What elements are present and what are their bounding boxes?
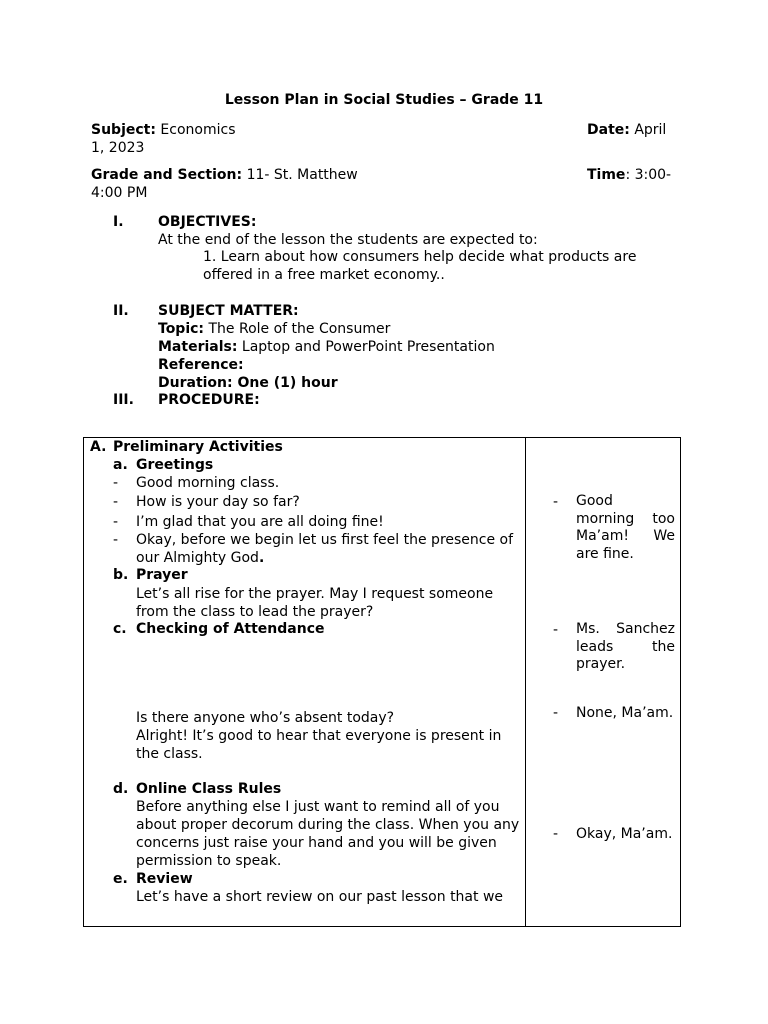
rules-title: Online Class Rules [136,781,282,797]
response-line: Ms. Sanchez [576,621,675,637]
date-label: Date: [587,122,630,138]
attendance-title: Checking of Attendance [136,621,325,637]
attendance-marker: c. [113,621,127,637]
subject-label: Subject: [91,122,156,138]
response-line: Ma’am! We [576,528,675,545]
response-line: are fine. [576,545,634,562]
grade-section-field [91,166,358,184]
greeting-line: I’m glad that you are all doing fine! [136,514,384,530]
response-prayer [576,621,675,674]
rules-line4: permission to speak. [136,853,282,869]
materials-label: Materials: [158,339,238,355]
date-value-continued: 1, 2023 [91,140,145,156]
review-title: Review [136,871,193,887]
rules-line2: about proper decorum during the class. When you any [136,817,520,833]
review-marker: e. [113,871,128,887]
topic-field [158,320,390,338]
rules-marker: d. [113,781,129,797]
bullet-dash: - [113,475,119,491]
date-value: April [634,122,667,138]
response-line: leads the [576,638,675,655]
prayer-line2: from the class to lead the prayer? [136,604,374,620]
subject-matter-heading: SUBJECT MATTER: [158,303,299,319]
page-title: Lesson Plan in Social Studies – Grade 11 [224,92,544,108]
section-a-marker: A. [90,439,107,455]
response-line: prayer. [576,656,626,673]
objectives-numeral: I. [113,214,124,230]
objective-item-line1: 1. Learn about how consumers help decide what products are [203,249,637,265]
objective-item-line2: offered in a free market economy.. [203,267,445,283]
response-dash: - [553,494,559,510]
time-value: : 3:00- [625,167,672,183]
response-dash: - [553,705,559,721]
prayer-title: Prayer [136,567,188,583]
attendance-line1: Is there anyone who’s absent today? [136,710,395,726]
time-field [587,166,671,184]
attendance-line2: Alright! It’s good to hear that everyone is present in [136,728,502,744]
bullet-dash: - [113,494,119,510]
procedure-numeral: III. [113,392,134,408]
table-column-divider [525,437,526,927]
greetings-marker: a. [113,457,128,473]
review-line1: Let’s have a short review on our past lesson that we [136,889,504,905]
rules-line3: concerns just raise your hand and you will be given [136,835,497,851]
attendance-line3: the class. [136,746,203,762]
rules-line1: Before anything else I just want to remind all of you [136,799,500,815]
objectives-heading: OBJECTIVES: [158,214,257,230]
greeting-line-continued [136,549,264,567]
bullet-dash: - [113,514,119,530]
materials-field [158,338,495,356]
prayer-line1: Let’s all rise for the prayer. May I request someone [136,586,494,602]
response-attendance: None, Ma’am. [576,705,674,721]
response-line: morning too [576,510,675,527]
greetings-title: Greetings [136,457,214,473]
greeting-line-text: our Almighty God [136,550,259,566]
greeting-line: How is your day so far? [136,494,300,510]
section-a-title: Preliminary Activities [113,439,283,455]
date-field [587,121,666,139]
procedure-heading: PROCEDURE: [158,392,260,408]
greeting-line: Okay, before we begin let us first feel the presence of [136,532,514,548]
topic-value: The Role of the Consumer [208,321,391,337]
response-line: Good [576,493,613,509]
grade-section-label: Grade and Section: [91,167,243,183]
objectives-intro: At the end of the lesson the students are expected to: [158,232,538,248]
greeting-period: . [258,550,265,566]
materials-value: Laptop and PowerPoint Presentation [241,339,495,355]
time-label: Time [587,167,626,183]
bullet-dash: - [113,532,119,548]
response-greeting [576,493,675,563]
response-dash: - [553,622,559,638]
subject-matter-numeral: II. [113,303,129,319]
subject-value: Economics [160,122,236,138]
time-value-continued: 4:00 PM [91,185,148,201]
reference-label: Reference: [158,357,244,373]
response-dash: - [553,826,559,842]
subject-field [91,121,236,139]
duration-field: Duration: One (1) hour [158,375,338,391]
grade-section-value: 11- St. Matthew [246,167,358,183]
greeting-line: Good morning class. [136,475,280,491]
prayer-marker: b. [113,567,129,583]
response-rules: Okay, Ma’am. [576,826,673,842]
topic-label: Topic: [158,321,205,337]
